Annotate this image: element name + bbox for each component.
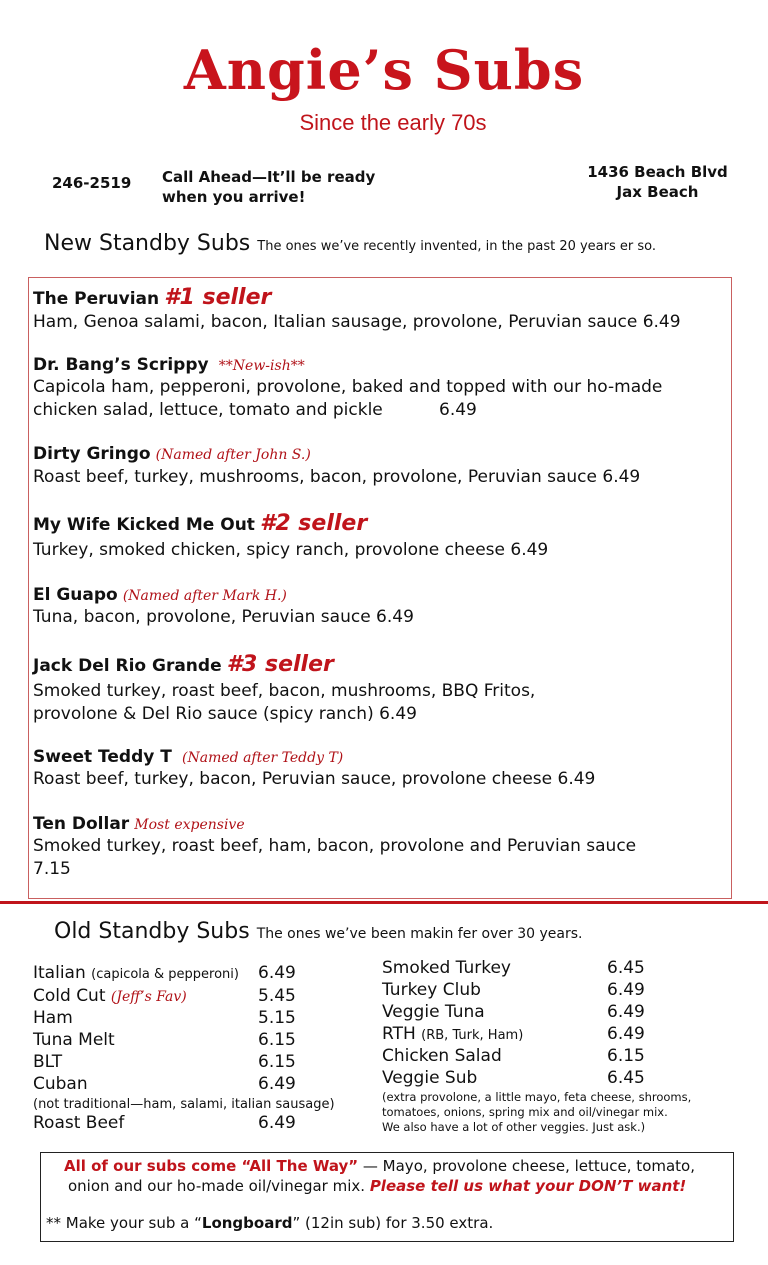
menu-item (33, 585, 287, 605)
menu-item (33, 747, 343, 767)
menu-item (33, 285, 271, 310)
old-item-price: 6.45 (607, 1068, 645, 1088)
old-item-price: 6.49 (258, 1113, 296, 1133)
item-name: Dirty Gringo (33, 444, 151, 464)
tell-us-text: Please tell us what your DON’T want! (369, 1177, 687, 1195)
old-item-price: 6.49 (258, 963, 296, 983)
item-note: (Named after Mark H.) (122, 588, 287, 604)
old-item (33, 963, 239, 983)
old-item-price: 6.15 (258, 1052, 296, 1072)
item-desc: 7.15 (33, 859, 71, 879)
old-standby-title: Old Standby Subs (54, 919, 250, 944)
item-desc: Turkey, smoked chicken, spicy ranch, provolone cheese 6.49 (33, 540, 549, 560)
old-item-price: 6.49 (258, 1074, 296, 1094)
menu-item (33, 511, 367, 536)
cuban-note: (not traditional—ham, salami, italian sausage) (33, 1097, 335, 1112)
item-desc: provolone & Del Rio sauce (spicy ranch) 6.49 (33, 704, 417, 724)
old-item-price: 6.49 (607, 980, 645, 1000)
longboard-post: ” (12in sub) for 3.50 extra. (292, 1214, 494, 1232)
footer-line-2-text: onion and our ho-made oil/vinegar mix. (68, 1177, 366, 1195)
item-name: Jack Del Rio Grande (33, 656, 222, 676)
item-name: Ten Dollar (33, 814, 130, 834)
old-item-name: Chicken Salad (382, 1046, 502, 1066)
call-ahead-line-1: Call Ahead—It’ll be ready (162, 168, 376, 186)
item-name: El Guapo (33, 585, 118, 605)
new-standby-subtitle: The ones we’ve recently invented, in the past 20 years er so. (257, 239, 657, 254)
item-desc: Roast beef, turkey, mushrooms, bacon, provolone, Peruvian sauce 6.49 (33, 467, 641, 487)
veggie-note-line: tomatoes, onions, spring mix and oil/vinegar mix. (382, 1105, 668, 1119)
seller-badge: #2 seller (260, 511, 368, 536)
phone-number: 246-2519 (52, 174, 132, 192)
item-desc: Roast beef, turkey, bacon, Peruvian sauce, provolone cheese 6.49 (33, 769, 596, 789)
old-item-price: 5.45 (258, 986, 296, 1006)
longboard-pre: ** Make your sub a “ (46, 1214, 202, 1232)
new-standby-heading (44, 231, 656, 256)
old-item-price: 6.49 (607, 1002, 645, 1022)
item-desc: Capicola ham, pepperoni, provolone, baked and topped with our ho-made (33, 377, 663, 397)
old-item-name: Cuban (33, 1074, 88, 1094)
old-item-name: Smoked Turkey (382, 958, 511, 978)
old-item-price: 6.45 (607, 958, 645, 978)
old-item-name: Italian (33, 963, 86, 983)
old-item-name: Veggie Sub (382, 1068, 478, 1088)
item-note: (Named after Teddy T) (182, 750, 344, 766)
address-line-1: 1436 Beach Blvd (587, 163, 728, 181)
item-note: Most expensive (134, 817, 245, 833)
item-desc: Smoked turkey, roast beef, ham, bacon, provolone and Peruvian sauce (33, 836, 637, 856)
menu-item (33, 444, 311, 464)
all-the-way-dash: — Mayo, provolone cheese, lettuce, tomato, (358, 1157, 695, 1175)
item-name: Sweet Teddy T (33, 747, 172, 767)
item-name: Dr. Bang’s Scrippy (33, 355, 209, 375)
old-item-price: 6.15 (607, 1046, 645, 1066)
longboard-line (46, 1214, 493, 1232)
item-price: 6.49 (439, 400, 477, 420)
veggie-note (382, 1090, 691, 1135)
all-the-way-text: All of our subs come “All The Way” (64, 1157, 359, 1175)
old-item-note: (Jeff’s Fav) (110, 989, 187, 1005)
section-divider (0, 901, 768, 904)
item-name: The Peruvian (33, 289, 160, 309)
menu-item (33, 814, 245, 834)
old-item-name: Cold Cut (33, 986, 106, 1006)
menu-item (33, 355, 305, 375)
item-desc: Tuna, bacon, provolone, Peruvian sauce 6.49 (33, 607, 414, 627)
since-tagline: Since the early 70s (299, 110, 487, 135)
veggie-note-line: (extra provolone, a little mayo, feta cheese, shrooms, (382, 1090, 692, 1104)
old-item-note: (capicola & pepperoni) (91, 967, 239, 982)
item-desc: Ham, Genoa salami, bacon, Italian sausage, provolone, Peruvian sauce 6.49 (33, 312, 681, 332)
item-name: My Wife Kicked Me Out (33, 515, 255, 535)
old-item-name: Turkey Club (382, 980, 481, 1000)
old-item (33, 986, 187, 1006)
old-standby-heading (54, 919, 582, 944)
veggie-note-line: We also have a lot of other veggies. Just ask.) (382, 1120, 646, 1134)
seller-badge: #3 seller (226, 652, 334, 677)
seller-badge: #1 seller (164, 285, 272, 310)
footer-line-2 (68, 1177, 686, 1195)
restaurant-logo-title: Angie’s Subs (183, 38, 585, 102)
call-ahead-note (162, 167, 375, 207)
old-item-price: 6.49 (607, 1024, 645, 1044)
old-item-name: RTH (382, 1024, 416, 1044)
old-standby-subtitle: The ones we’ve been makin fer over 30 years. (256, 926, 583, 942)
old-item-price: 6.15 (258, 1030, 296, 1050)
item-note: **New-ish** (218, 358, 305, 374)
old-item-name: Tuna Melt (33, 1030, 115, 1050)
old-item (382, 1024, 523, 1044)
item-note: (Named after John S.) (155, 447, 311, 463)
old-item-name: BLT (33, 1052, 63, 1072)
menu-item (33, 652, 334, 677)
call-ahead-line-2: when you arrive! (162, 188, 306, 206)
longboard-word: Longboard (201, 1214, 293, 1232)
item-desc: Smoked turkey, roast beef, bacon, mushrooms, BBQ Fritos, (33, 681, 536, 701)
address-line-2: Jax Beach (616, 183, 699, 201)
address (580, 162, 735, 202)
new-standby-title: New Standby Subs (44, 231, 251, 256)
old-item-price: 5.15 (258, 1008, 296, 1028)
old-item-name: Roast Beef (33, 1113, 125, 1133)
item-desc: chicken salad, lettuce, tomato and pickle (33, 400, 383, 420)
old-item-name: Ham (33, 1008, 73, 1028)
old-item-name: Veggie Tuna (382, 1002, 485, 1022)
old-item-note: (RB, Turk, Ham) (421, 1028, 524, 1043)
all-the-way-line (64, 1157, 695, 1175)
